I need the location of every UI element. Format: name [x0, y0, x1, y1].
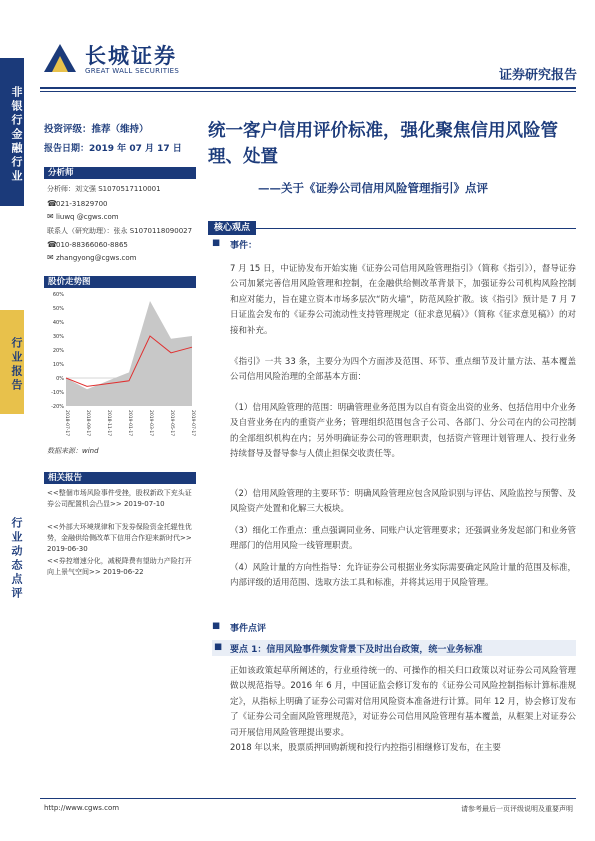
contact-email[interactable]: ✉ zhangyong@cgws.com	[47, 253, 137, 262]
header-rule-thin	[40, 91, 576, 92]
report-subtitle: ——关于《证券公司信用风险管理指引》点评	[258, 181, 488, 195]
analyst-phone: ☎021-31829700	[47, 199, 108, 208]
y-tick-label: 40%	[52, 320, 64, 326]
series-area	[66, 301, 192, 406]
comment-heading: 事件点评	[230, 624, 267, 634]
phone-icon: ☎	[47, 240, 57, 249]
mail-icon: ✉	[47, 253, 54, 262]
x-tick-label: 2019-01-17	[127, 410, 132, 437]
point-1-bar	[212, 640, 576, 656]
header-rule	[40, 87, 576, 89]
analyst-email[interactable]: ✉ liuwq @cgws.com	[47, 212, 119, 221]
phone-icon: ☎	[47, 199, 57, 208]
y-tick-label: 50%	[52, 306, 64, 312]
footer-website[interactable]: http://www.cgws.com	[44, 804, 120, 812]
y-tick-label: -10%	[51, 390, 64, 396]
y-tick-label: 10%	[52, 362, 64, 368]
analyst-section-header: 分析师	[44, 167, 196, 179]
y-tick-label: 60%	[52, 292, 64, 298]
paragraph-point1: 正如该政策起草所阐述的，行业亟待统一的、可操作的相关归口政策以对证券公司风险管理做以规范指导。2016 年 6 月，中国证监会修订发布的《证券公司风险控制指标计算标准规定》，从指标上明确了证券公司需对信用风险资本准备进行计算。同年 12 月，协会修订发布了《证券公司全面风险管理规范》，对证券公司信用风险管理有基本覆盖，从框架上对证券公司开展信用风险管理提出要求。	[230, 666, 576, 738]
y-tick-label: 20%	[52, 348, 64, 354]
paragraph-continue: 2018 年以来，股票质押回购新规和投行内控指引相继修订发布，在主要	[230, 743, 501, 753]
investment-rating: 投资评级：推荐（维持）	[44, 124, 149, 135]
footer-rule	[40, 798, 576, 799]
paragraph-measure: （4）风险计量的方向性指导：允许证券公司根据业务实际需要确定风险计量的范围及标准，内部评级的适用范围、选取方法工具和标准，并将其运用于风险管理。	[230, 563, 576, 589]
report-type-label: 证券研究报告	[498, 68, 577, 83]
x-tick-label: 2018-11-17	[106, 410, 111, 437]
side-tab-industry: 非银行金融行业	[0, 58, 24, 206]
side-tab-comment: 行业动态点评	[0, 500, 24, 612]
chart-section-header: 股价走势图	[44, 276, 196, 288]
contact-line: 联系人（研究助理）：张永 S1070118090027	[47, 227, 193, 235]
logo-text-cn: 长城证券	[85, 43, 177, 68]
related-report-item[interactable]: <<券控增速分化，减税降费有望助力产险打开向上景气空间>> 2019-06-22	[47, 557, 192, 576]
chart-source: 数据来源：wind	[47, 447, 99, 455]
paragraph-scope: （1）信用风险管理的范围：明确管理业务范围为以自有资金出资的业务、包括信用中介业务及自营业务在内的重资产业务；管理组织范围包含子公司、各部门、分公司在内的公司控制的全部组织机构在内；另外明确证券公司的管理职责，包括资产管理计划管理人、投行业务持续督导及督导参与人债止担保交收责任等。	[230, 403, 576, 460]
x-tick-label: 2019-05-17	[169, 410, 174, 437]
bullet-icon: ■	[212, 238, 221, 248]
paragraph-event: 7 月 15 日，中证协发布开始实施《证券公司信用风险管理指引》（简称《指引》），督导证券公司加紧完善信用风险管理和控制，在金融供给侧改革背景下，加强证券公司机构风险控制和应对能力，旨在建立资本市场多层次“防火墙”，防范风险扩散。该《指引》预计是 7 月 7 日证监会发布的《证券公司流动性支持管理规定（征求意见稿）》（简称《征求意见稿》）的对接和补充。	[230, 264, 576, 336]
event-heading: 事件：	[230, 241, 258, 251]
point-1-heading: 要点 1：信用风险事件频发背景下及时出台政策，统一业务标准	[230, 645, 483, 655]
core-section-header	[208, 215, 576, 233]
y-tick-label: 30%	[52, 334, 64, 340]
logo-text-en: GREAT WALL SECURITIES	[85, 67, 180, 75]
x-tick-label: 2018-07-17	[64, 410, 69, 437]
x-tick-label: 2019-03-17	[148, 410, 153, 437]
paragraph-steps: （2）信用风险管理的主要环节：明确风险管理应包含风险识别与评估、风险监控与预警、及风险资产处置和化解三大板块。	[230, 489, 576, 515]
company-logo-icon	[42, 38, 78, 74]
mail-icon: ✉	[47, 212, 54, 221]
bullet-icon: ■	[212, 621, 221, 631]
x-tick-label: 2019-07-17	[190, 410, 195, 437]
x-tick-label: 2018-09-17	[85, 410, 90, 437]
bullet-icon: ■	[214, 642, 223, 652]
related-section-header: 相关报告	[44, 472, 196, 484]
core-section-label: 核心观点	[208, 221, 256, 235]
paragraph-overview: 《指引》一共 33 条，主要分为四个方面涉及范围、环节、重点细节及计量方法、基本覆盖公司信用风险治理的全部基本方面：	[230, 357, 576, 383]
contact-phone: ☎010-88366060-8865	[47, 240, 128, 249]
report-date: 报告日期：2019 年 07 月 17 日	[44, 144, 182, 154]
stock-price-chart	[44, 288, 196, 438]
related-report-item[interactable]: <<外部大环境规律和下发券保险资金托辊性优势，金融供给侧改革下信用合作迎来新时代>> 2019-06-30	[47, 523, 192, 553]
analyst-line: 分析师：刘文强 S1070517110001	[47, 185, 161, 193]
footer-disclaimer: 请参考最后一页评级说明及重要声明	[461, 805, 573, 813]
report-title: 统一客户信用评价标准，强化聚焦信用风险管理、处置	[208, 121, 558, 167]
paragraph-focus: （3）细化工作重点：重点强调同业务、同账户认定管理要求；还强调业务发起部门和业务管理部门的信用风险一线管理职责。	[230, 526, 576, 552]
side-tab-report: 行业报告	[0, 310, 24, 414]
related-report-item[interactable]: <<整個市场风险事件受挫，股权新政下充头证券公司配置机会凸显>> 2019-07-10	[47, 489, 192, 508]
y-tick-label: 0%	[56, 376, 64, 382]
y-tick-label: -20%	[51, 404, 64, 410]
